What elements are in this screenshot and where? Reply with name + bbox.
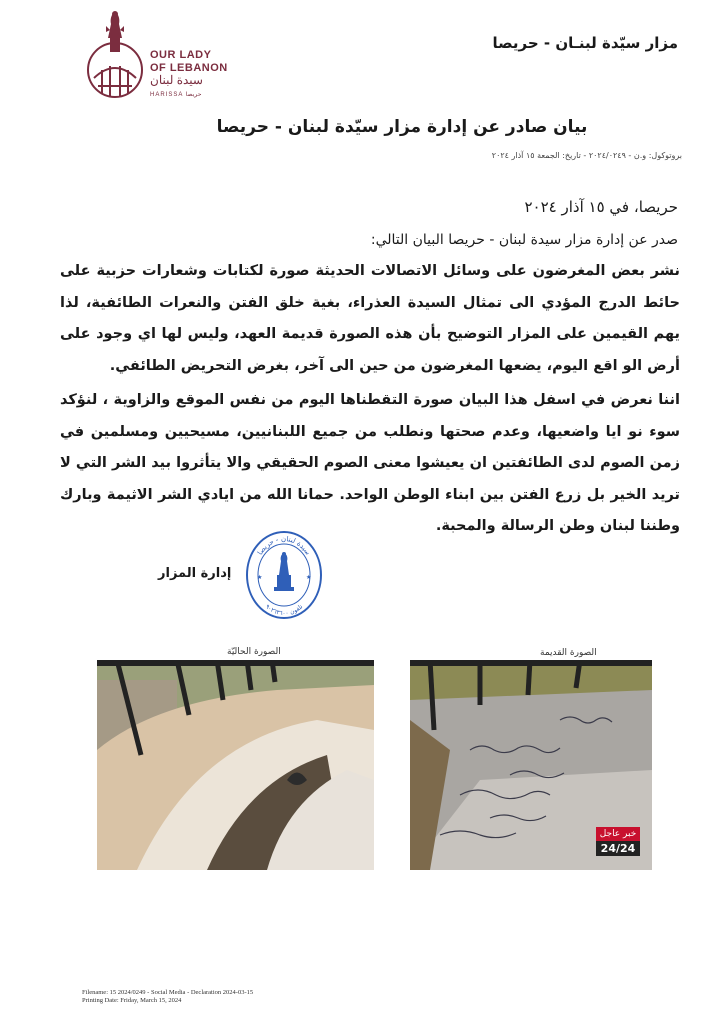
page-title: بيان صادر عن إدارة مزار سيّدة لبنان - حريصا [216,117,588,137]
current-photo-label: الصورة الحاليّة [227,647,281,657]
header-shrine-name: مزار سيّدة لبنـان - حريصا [492,34,678,52]
intro-line: صدر عن إدارة مزار سيدة لبنان - حريصا البيان التالي: [370,232,678,248]
logo-location: HARISSA حريصا [150,92,202,98]
statement-paragraph-1: نشر بعض المغرضون على وسائل الاتصالات الحديثة صورة لكتابات وشعارات حزبية على حائط الدرج المؤدي الى تمثال السيدة العذراء، بغية خلق الفتن والنعرات الطائفية، لذا يهم القيمين على المزار التوضيح بأن هذه الصورة قديمة العهد، وليس لها اي وجود على أرض الو اقع اليوم، يضعها المغرضون من حين الى آخر، بغرض التحريض الطائفي. [60,263,680,374]
svg-text:★: ★ [257,574,263,581]
current-photo [97,660,374,870]
logo-name-line2: OF LEBANON [150,62,228,74]
logo-name-arabic: سيدة لبنان [150,73,203,87]
harissa-logo-icon [84,8,146,100]
old-photo [410,660,652,870]
statement-paragraph-2: اننا نعرض في اسفل هذا البيان صورة التقطناها اليوم من نفس الموقع والزاوية ، لنؤكد سوء نو ايا واضعيها، وعدم صحتها ونطلب من جميع اللبنانيين، مسيحيين ومسلمين في زمن الصوم لدى الطائفتين ان يعيشوا معنى الصوم الحقيقي والا يتأثروا بيد الشر التي لا تريد الخير بل زرع الفتن بين ابناء الوطن الواحد. حمانا الله من ايادي الشر الاثيمة وبارك وطننا لبنان وطن الرسالة والمحبة. [60,392,680,534]
old-photo-label: الصورة القديمة [540,648,597,658]
svg-text:★: ★ [306,574,312,581]
official-stamp-icon [244,529,324,621]
stamp-top-text: سيدة لبنان - حريصا [255,534,312,557]
protocol-reference: بروتوكول: و.ن - ٢٠٢٤/٠٢٤٩ - تاريخ: الجمعة ١٥ آذار ٢٠٢٤ [491,151,682,160]
logo-name-line1: OUR LADY [150,49,212,61]
statement-body [60,256,680,543]
signature: إدارة المزار [158,566,232,581]
date-line: حريصا، في ١٥ آذار ٢٠٢٤ [524,198,678,216]
stamp-bottom-text: تلفون ٩٠٢٦٣٦٠٠ [263,603,305,618]
current-photo-image [97,660,374,870]
breaking-news-label: خبر عاجل [596,827,640,841]
breaking-news-badge [596,827,640,856]
footer-printing-date: Printing Date: Friday, March 15, 2024 [82,997,182,1004]
footer-filename: Filename: 15 2024/0249 - Social Media - Declaration 2024-03-15 [82,989,254,996]
footer-meta [82,989,253,1005]
breaking-news-count: 24/24 [596,841,640,856]
